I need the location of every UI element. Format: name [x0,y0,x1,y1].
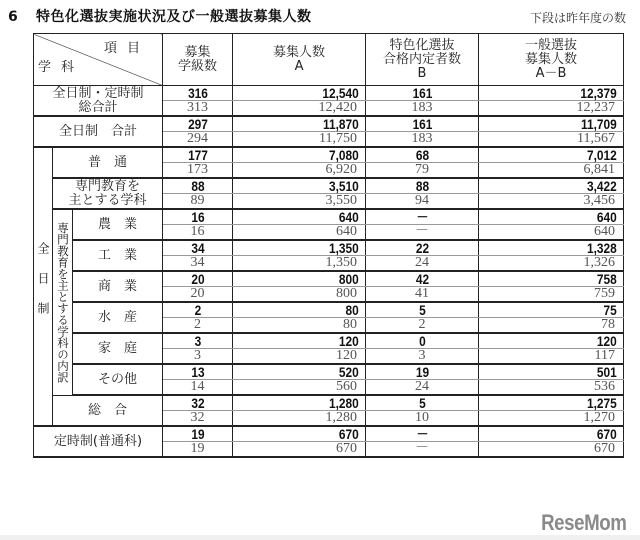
current-special-b: － [374,426,470,442]
previous-classes: 20 [163,287,233,303]
current-special-b: － [374,209,470,225]
current-special-b: 22 [374,240,470,256]
previous-classes: 89 [163,194,233,210]
current-special-b: 161 [374,116,470,132]
header-quota-a: 募集人数 A [233,34,366,86]
previous-quota-a: 120 [233,349,366,365]
table-row-current [34,147,624,163]
previous-quota-a: 800 [233,287,366,303]
previous-quota-a: 640 [233,225,366,241]
current-general-a-b: 501 [500,364,623,380]
current-general-a-b: 120 [500,333,623,349]
current-special-b: 5 [374,395,470,411]
row-label: その他 [73,364,163,395]
current-quota-a: 80 [252,302,365,318]
previous-general-a-b: 3,456 [479,194,624,210]
current-special-b: 5 [374,302,470,318]
table-row-current [34,364,624,380]
current-general-a-b: 75 [500,302,623,318]
current-general-a-b: 3,422 [500,178,623,194]
previous-classes: 16 [163,225,233,241]
current-quota-a: 7,080 [252,147,365,163]
row-label: 全日制・定時制 総合計 [34,86,163,117]
current-special-b: 19 [374,364,470,380]
previous-classes: 32 [163,411,233,427]
previous-quota-a: 1,350 [233,256,366,272]
previous-special-b: － [366,442,479,458]
previous-special-b: 79 [366,163,479,179]
previous-special-b: 2 [366,318,479,334]
current-quota-a: 520 [252,364,365,380]
row-label: 水 産 [73,302,163,333]
previous-special-b: 183 [366,132,479,148]
previous-classes: 2 [163,318,233,334]
table-row-current [34,302,624,318]
previous-quota-a: 11,750 [233,132,366,148]
admissions-table [33,33,624,458]
row-label: 商 業 [73,271,163,302]
header-corner [34,34,163,86]
row-label: 普 通 [53,147,163,178]
current-special-b: 0 [374,333,470,349]
row-label: 家 庭 [73,333,163,364]
current-special-b: 68 [374,147,470,163]
table-row-current [34,116,624,132]
side-label-zennichisei: 全日制 [34,147,53,426]
previous-general-a-b: 1,326 [479,256,624,272]
current-quota-a: 800 [252,271,365,287]
table-note: 下段は昨年度の数 [529,11,626,25]
table-row-current [34,271,624,287]
previous-general-a-b: 1,270 [479,411,624,427]
side-label-breakdown: 専門教育を主とする学科の内訳 [53,209,73,395]
table-row-current [34,395,624,411]
previous-special-b: － [366,225,479,241]
previous-classes: 313 [163,101,233,117]
current-quota-a: 1,350 [252,240,365,256]
current-classes: 297 [168,116,228,132]
header-special-b: 特色化選抜 合格内定者数 B [366,34,479,86]
row-label: 専門教育を 主とする学科 [53,178,163,209]
resemom-logo: ReseMom [540,510,626,535]
current-quota-a: 120 [252,333,365,349]
previous-quota-a: 1,280 [233,411,366,427]
previous-quota-a: 560 [233,380,366,396]
current-quota-a: 1,280 [252,395,365,411]
current-classes: 13 [168,364,228,380]
current-classes: 34 [168,240,228,256]
table-row-current [34,333,624,349]
current-special-b: 161 [374,86,470,101]
previous-general-a-b: 759 [479,287,624,303]
previous-general-a-b: 640 [479,225,624,241]
current-classes: 316 [168,86,228,101]
current-general-a-b: 1,328 [500,240,623,256]
row-label: 全日制 合計 [34,116,163,147]
previous-general-a-b: 670 [479,442,624,458]
current-classes: 3 [168,333,228,349]
row-label: 農 業 [73,209,163,240]
previous-general-a-b: 78 [479,318,624,334]
current-general-a-b: 7,012 [500,147,623,163]
current-quota-a: 11,870 [252,116,365,132]
current-quota-a: 640 [252,209,365,225]
current-special-b: 88 [374,178,470,194]
header-general-a-b: 一般選抜 募集人数 A－B [479,34,624,86]
current-general-a-b: 670 [500,426,623,442]
previous-classes: 3 [163,349,233,365]
previous-special-b: 24 [366,256,479,272]
current-quota-a: 670 [252,426,365,442]
previous-special-b: 24 [366,380,479,396]
previous-general-a-b: 12,237 [479,101,624,117]
table-row-current [34,86,624,101]
section-number: 6 [8,9,19,25]
current-special-b: 42 [374,271,470,287]
previous-general-a-b: 536 [479,380,624,396]
current-classes: 19 [168,426,228,442]
header-item-label: 項目 [104,41,151,56]
current-general-a-b: 1,275 [500,395,623,411]
table-row-current [34,178,624,194]
bottom-bar [0,535,640,540]
table-row-current [34,240,624,256]
current-general-a-b: 12,379 [500,86,623,101]
table-row-current [34,209,624,225]
current-quota-a: 12,540 [252,86,365,101]
current-classes: 32 [168,395,228,411]
previous-quota-a: 3,550 [233,194,366,210]
previous-special-b: 94 [366,194,479,210]
current-classes: 2 [168,302,228,318]
previous-classes: 294 [163,132,233,148]
previous-classes: 173 [163,163,233,179]
previous-general-a-b: 117 [479,349,624,365]
current-quota-a: 3,510 [252,178,365,194]
section-title-text: 特色化選抜実施状況及び一般選抜募集人数 [36,9,312,25]
previous-classes: 19 [163,442,233,458]
previous-general-a-b: 6,841 [479,163,624,179]
header-classes: 募集 学級数 [163,34,233,86]
previous-quota-a: 80 [233,318,366,334]
previous-classes: 34 [163,256,233,272]
previous-special-b: 10 [366,411,479,427]
section-title [8,6,312,26]
current-general-a-b: 640 [500,209,623,225]
current-classes: 20 [168,271,228,287]
current-classes: 16 [168,209,228,225]
current-general-a-b: 758 [500,271,623,287]
previous-quota-a: 670 [233,442,366,458]
row-label: 総 合 [53,395,163,426]
row-label: 定時制(普通科) [34,426,163,457]
current-classes: 88 [168,178,228,194]
previous-classes: 14 [163,380,233,396]
row-label: 工 業 [73,240,163,271]
current-general-a-b: 11,709 [500,116,623,132]
table-row-current [34,426,624,442]
previous-quota-a: 12,420 [233,101,366,117]
current-classes: 177 [168,147,228,163]
previous-general-a-b: 11,567 [479,132,624,148]
header-subject-label: 学科 [38,60,85,75]
previous-quota-a: 6,920 [233,163,366,179]
header-row [34,34,624,86]
previous-special-b: 41 [366,287,479,303]
previous-special-b: 183 [366,101,479,117]
previous-special-b: 3 [366,349,479,365]
